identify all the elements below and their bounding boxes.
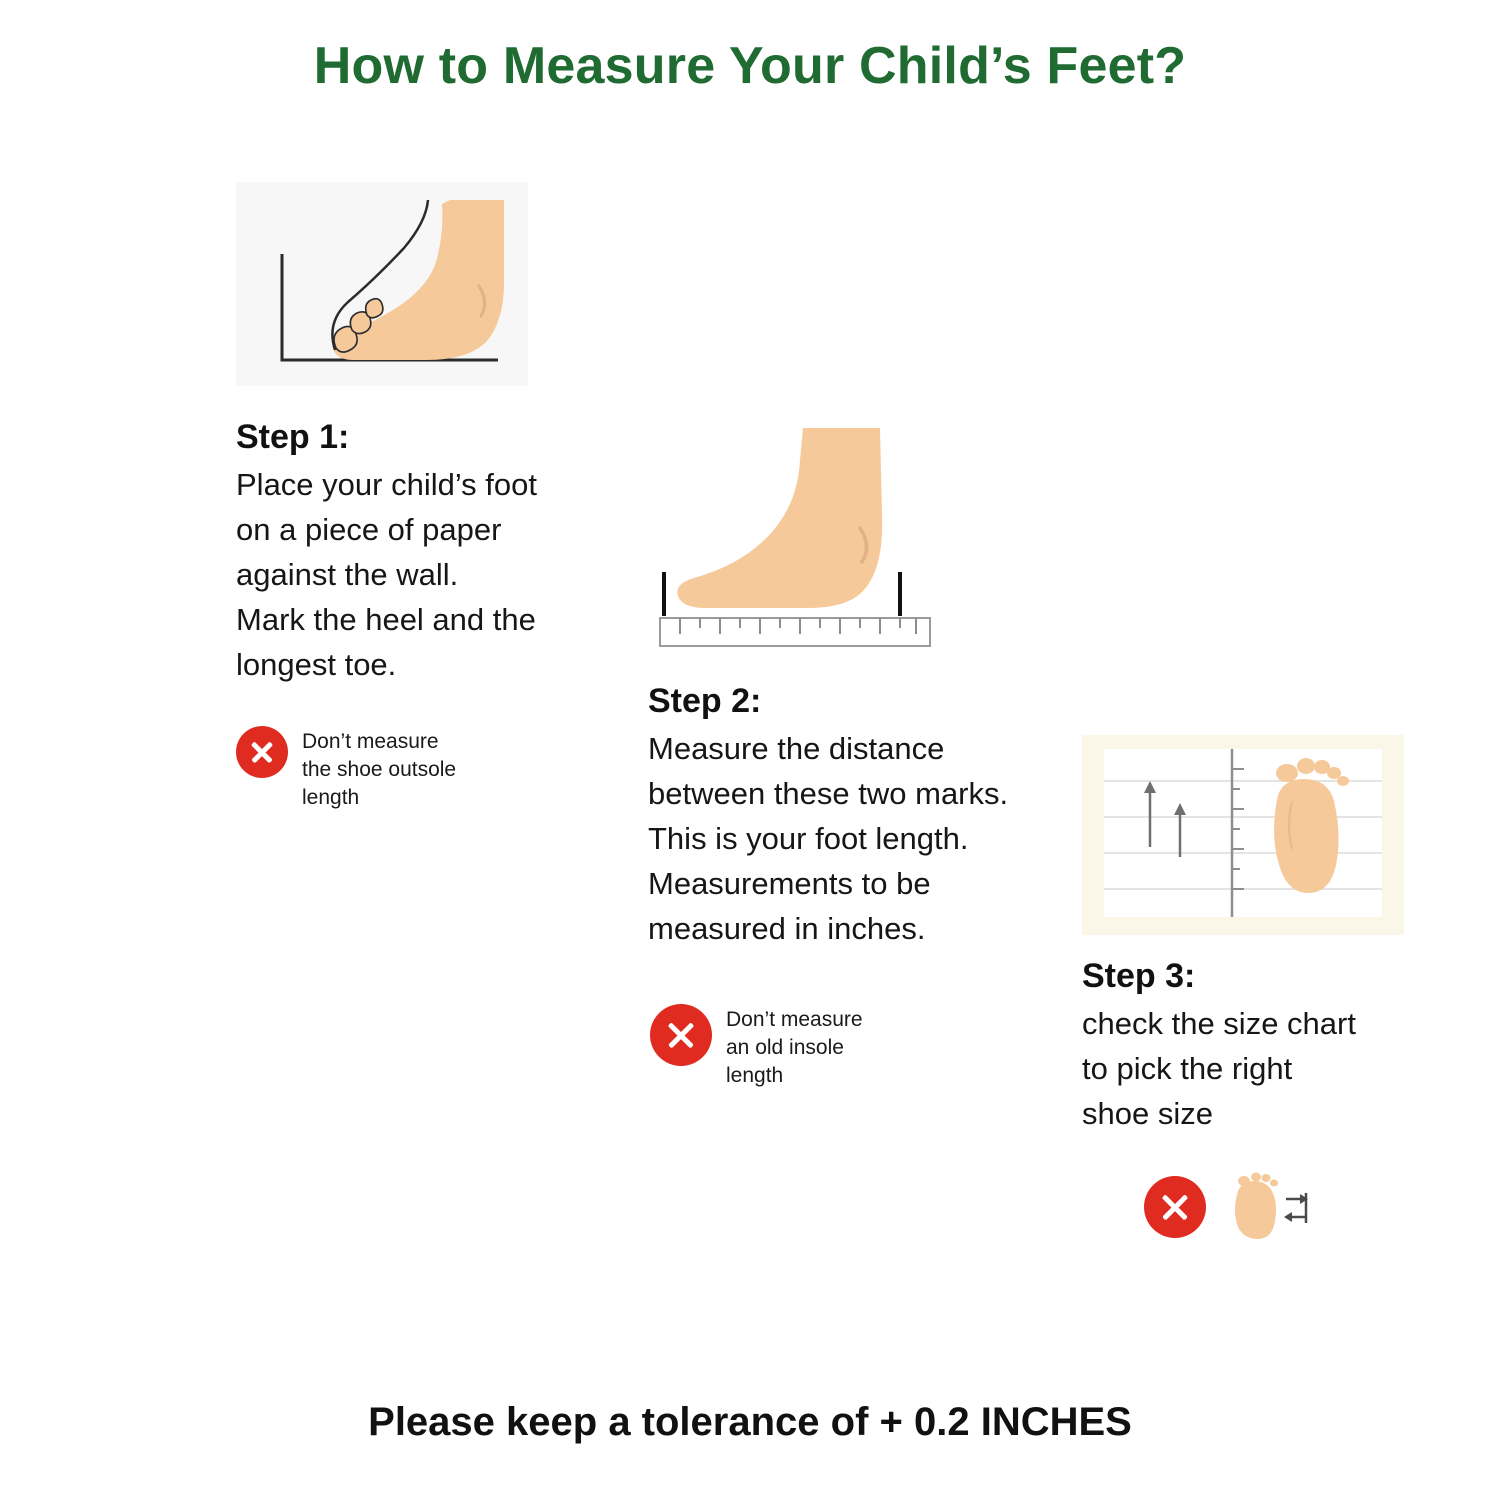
step-3-text <box>1082 957 1422 1137</box>
step-2-warning-line-1: Don’t measure <box>726 1007 863 1031</box>
step-3-line-3: shoe size <box>1082 1095 1213 1131</box>
step-3-line-2: to pick the right <box>1082 1050 1293 1086</box>
step-1-text <box>236 418 566 688</box>
step-2-warning-text <box>726 1004 863 1091</box>
step-2-line-5: measured in inches. <box>648 910 926 946</box>
step-1-warning-line-3: length <box>302 786 360 810</box>
step-1-line-3: against the wall. <box>236 556 459 592</box>
step-3-block <box>1082 735 1422 1243</box>
step-2-line-1: Measure the distance <box>648 731 945 766</box>
step-3-warning-graphic <box>1220 1171 1316 1243</box>
step-1-block <box>236 182 566 813</box>
step-1-line-5: longest toe. <box>236 646 397 682</box>
step-1-warning-line-1: Don’t measure <box>302 729 439 753</box>
step-2-line-3: This is your foot length. <box>648 820 969 856</box>
step-2-warning-line-3: length <box>726 1064 784 1088</box>
step-1-line-1: Place your child’s foot <box>236 467 537 502</box>
step-1-line-2: on a piece of paper <box>236 511 502 547</box>
step-3-body <box>1082 1002 1422 1137</box>
step-2-warning-line-2: an old insole <box>726 1036 844 1060</box>
step-1-body <box>236 463 566 688</box>
step-2-line-4: Measurements to be <box>648 865 931 901</box>
cross-icon <box>236 726 288 778</box>
tolerance-note: Please keep a tolerance of + 0.2 INCHES <box>368 1400 1132 1444</box>
step-2-line-2: between these two marks. <box>648 775 1009 811</box>
step-3-heading: Step 3: <box>1082 957 1196 995</box>
step-1-warning-line-2: the shoe outsole <box>302 758 457 782</box>
step-2-heading: Step 2: <box>648 682 762 720</box>
cross-icon <box>1144 1176 1206 1238</box>
step-3-warning <box>1144 1171 1422 1243</box>
step-1-heading: Step 1: <box>236 418 350 456</box>
page-title: How to Measure Your Child’s Feet? <box>313 37 1187 95</box>
step-2-text <box>648 682 1078 952</box>
step-3-line-1: check the size chart <box>1082 1006 1356 1041</box>
step-2-block <box>648 420 1078 1091</box>
step-1-warning <box>236 726 566 813</box>
foot-side-on-ruler-illustration <box>648 420 948 670</box>
step-2-body <box>648 727 1078 952</box>
step-1-warning-text <box>302 726 456 813</box>
foot-side-against-wall-illustration <box>236 182 528 386</box>
foot-sole-on-measuring-scale-illustration <box>1082 735 1404 935</box>
step-2-warning <box>650 1004 1078 1091</box>
cross-icon <box>650 1004 712 1066</box>
step-1-line-4: Mark the heel and the <box>236 601 536 637</box>
